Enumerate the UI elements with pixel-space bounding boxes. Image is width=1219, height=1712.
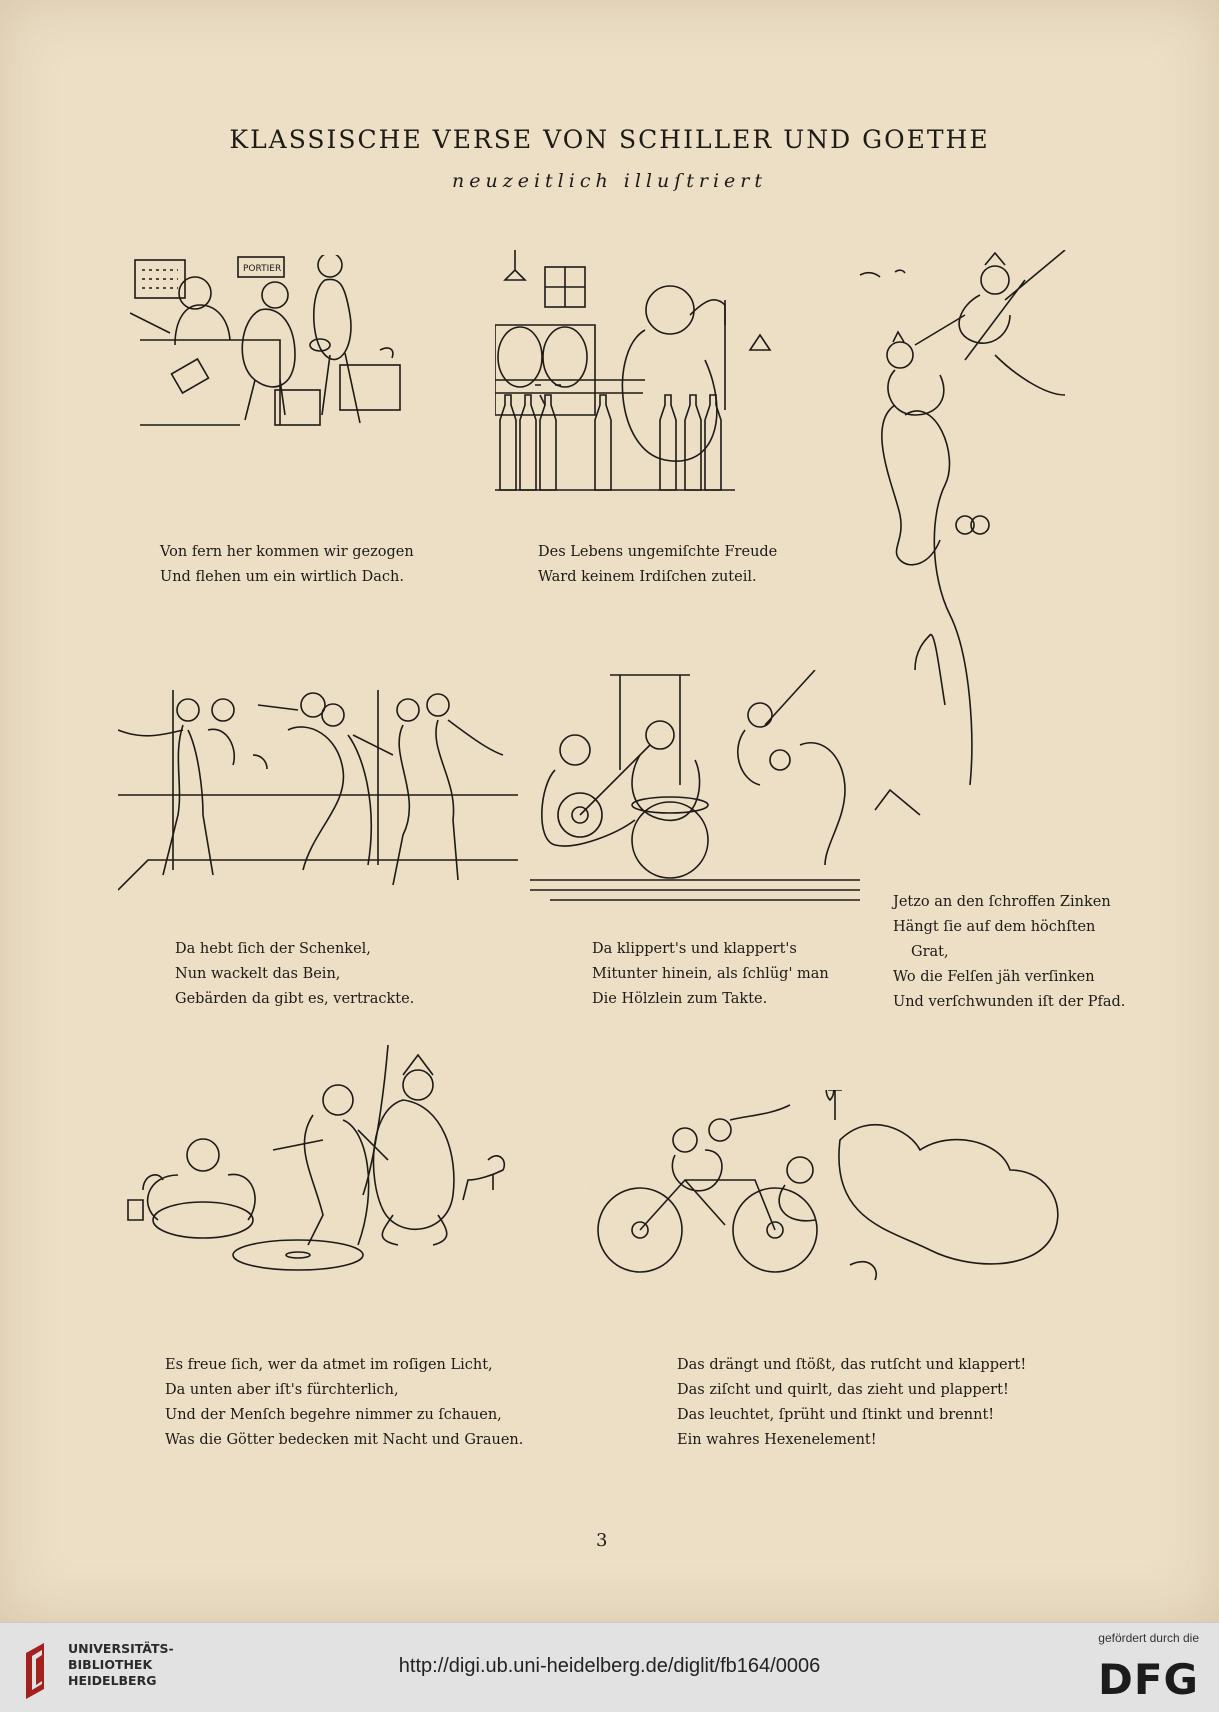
caption-line: Es freue ſich, wer da atmet im roſigen Licht, [165,1357,493,1373]
caption-line: Das ziſcht und quirlt, das zieht und plappert! [677,1382,1009,1398]
illustration-hotel-arrival [130,255,450,485]
page-title: KLASSISCHE VERSE VON SCHILLER UND GOETHE [229,125,990,154]
caption-line: Ein wahres Hexenelement! [677,1432,877,1448]
dfg-logo[interactable]: DFG [1097,1655,1199,1704]
caption-dance [175,937,414,1012]
illustration-mountain-climb [855,250,1095,860]
caption-line: Grat, [911,944,949,960]
illustration-jazz-band [530,670,865,910]
caption-line: Mitunter hinein, als ſchlüg' man [592,966,829,982]
library-line: UNIVERSITÄTS- [68,1641,174,1656]
caption-climb [893,890,1125,1015]
caption-line: Und der Menſch begehre nimmer zu ſchauen, [165,1407,502,1423]
caption-wine [538,540,777,590]
caption-line: Und flehen um ein wirtlich Dach. [160,569,404,585]
caption-motorbike [677,1353,1026,1453]
library-line: HEIDELBERG [68,1673,157,1688]
caption-line: Ward keinem Irdiſchen zuteil. [538,569,757,585]
caption-line: Was die Götter bedecken mit Nacht und Grauen. [165,1432,524,1448]
caption-line: Nun wackelt das Bein, [175,966,341,982]
page-number: 3 [596,1530,608,1551]
caption-line: Die Hölzlein zum Takte. [592,991,768,1007]
porter-sign-text: PORTIER [243,264,282,274]
caption-line: Da hebt ſich der Schenkel, [175,941,371,957]
caption-sewer [165,1353,523,1453]
permalink-url[interactable]: http://digi.ub.uni-heidelberg.de/diglit/fb164/0006 [398,1655,821,1677]
funding-note: gefördert durch die [1098,1631,1199,1645]
caption-hotel [160,540,414,590]
illustration-sewer [118,1045,558,1275]
illustration-motorbike [590,1090,1110,1290]
viewer-footer [0,1622,1219,1712]
caption-line: Wo die Felſen jäh verſinken [893,969,1095,985]
caption-line: Da unten aber iſt's fürchterlich, [165,1382,399,1398]
caption-line: Das leuchtet, ſprüht und ſtinkt und brennt! [677,1407,995,1423]
caption-line: Das drängt und ſtößt, das rutſcht und klappert! [677,1357,1027,1373]
caption-line: Hängt ſie auf dem höchſten [893,919,1096,935]
caption-line: Und verſchwunden iſt der Pfad. [893,994,1126,1010]
caption-line: Des Lebens ungemiſchte Freude [538,544,778,560]
caption-line: Gebärden da gibt es, vertrackte. [175,991,415,1007]
caption-band [592,937,829,1012]
illustration-wine-cellar [495,245,785,500]
caption-line: Jetzo an den ſchroffen Zinken [893,894,1111,910]
caption-line: Da klippert's und klappert's [592,941,797,957]
caption-line: Von fern her kommen wir gezogen [160,544,414,560]
illustration-dancers [118,690,518,905]
library-line: BIBLIOTHEK [68,1657,153,1672]
page-subtitle: neuzeitlich illuſtriert [451,170,767,192]
